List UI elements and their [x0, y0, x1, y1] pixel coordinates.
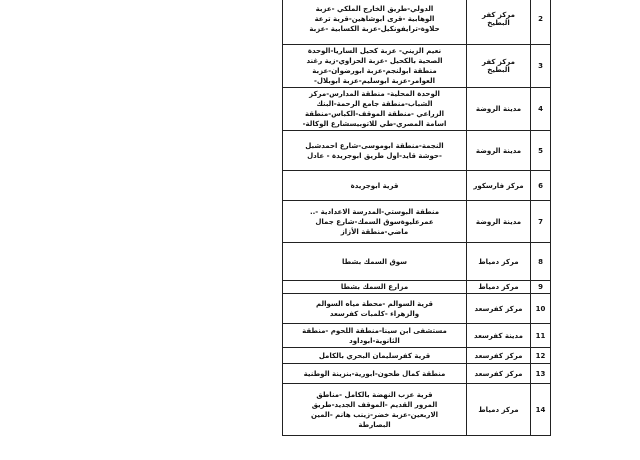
table-row — [283, 281, 551, 294]
table-row — [283, 201, 551, 243]
areas-list: منطقة كمال طحون-ابورية-بنزينة الوطنية — [283, 364, 467, 384]
row-number: 12 — [531, 348, 551, 364]
areas-list: مزارع السمك بشطا — [283, 281, 467, 294]
center-name: مركز كفر البطيخ — [467, 45, 531, 88]
center-name: مركز دمياط — [467, 281, 531, 294]
row-number: 7 — [531, 201, 551, 243]
center-name: مركز دمياط — [467, 243, 531, 281]
center-name: مدينة الروضة — [467, 88, 531, 131]
areas-list: نعيم الزيني- عزبة كحيل الساريا-الوحدة الصحية بالكحيل -عزبة الحزاوي-زية رغند منطقة ابولنجم-عزبة ابورضوان-عزبة العوامر-عزبة ابوسليم-عزبة ابوبلال- — [283, 45, 467, 88]
areas-table — [282, 0, 551, 436]
table-row — [283, 45, 551, 88]
center-name: مركز فارسكور — [467, 171, 531, 201]
center-name: مدينة الروضة — [467, 201, 531, 243]
row-number: 9 — [531, 281, 551, 294]
areas-list: منطقة البوستي-المدرسة الاعدادية -.. عمرعليوةسوق السمك-شارع جمال ماضي-منطقة الأزاز — [283, 201, 467, 243]
table-row — [283, 324, 551, 348]
row-number: 13 — [531, 364, 551, 384]
center-name: مركز كفرسعد — [467, 364, 531, 384]
areas-list: قرية كفرسليمان البحري بالكامل — [283, 348, 467, 364]
center-name: مدينة الروضة — [467, 131, 531, 171]
table-row — [283, 171, 551, 201]
table-row — [283, 131, 551, 171]
areas-list: سوق السمك بشطا — [283, 243, 467, 281]
row-number: 14 — [531, 384, 551, 436]
row-number: 4 — [531, 88, 551, 131]
areas-list: قرية السوالم -محطة مياه السوالم والزهراء -كلمبات كفرسعد — [283, 294, 467, 324]
table-row — [283, 364, 551, 384]
row-number: 3 — [531, 45, 551, 88]
row-number: 2 — [531, 0, 551, 45]
row-number: 6 — [531, 171, 551, 201]
table-row — [283, 384, 551, 436]
table-row — [283, 243, 551, 281]
table-row — [283, 294, 551, 324]
center-name: مركز كفر البطيخ — [467, 0, 531, 45]
center-name: مركز دمياط — [467, 384, 531, 436]
areas-list: مستشفى ابن سينا-منطقة اللحوم -منطقة الثانوية-ابوداود — [283, 324, 467, 348]
areas-list: الوحدة المحلية- منطقة المدارس-مركز الشباب-منطقة جامع الرحمة-البنك الزراعي -منطقة الموقف-الكباس-منطقة اسامة المصري-طي للاتوبيسشارع الوكالة- — [283, 88, 467, 131]
row-number: 8 — [531, 243, 551, 281]
center-name: مدينة كفرسعد — [467, 324, 531, 348]
center-name: مركز كفرسعد — [467, 294, 531, 324]
row-number: 10 — [531, 294, 551, 324]
table-row — [283, 0, 551, 45]
table-row — [283, 88, 551, 131]
table-row — [283, 348, 551, 364]
areas-list: قرية ابوجريدة — [283, 171, 467, 201]
center-name: مركز كفرسعد — [467, 348, 531, 364]
row-number: 11 — [531, 324, 551, 348]
areas-list: قرية عزب النهضة بالكامل -مناطق المرور القديم -الموقف الجديد-طريق الاربعين-عزبة خضر-زينب هانم -المين البصارطة — [283, 384, 467, 436]
row-number: 5 — [531, 131, 551, 171]
areas-list: النجمة-منطقة ابوموسى-شارع احمدشبل -حوشة قايد-اول طريق ابوجريدة - عادل — [283, 131, 467, 171]
areas-list: الدولي-طريق الخارج الملكي -عزبة الوهابية -قرى ابوشاهين-قرية ترعة حلاوة-ترايفونكيل-عزبة الكسابية -عزبة — [283, 0, 467, 45]
